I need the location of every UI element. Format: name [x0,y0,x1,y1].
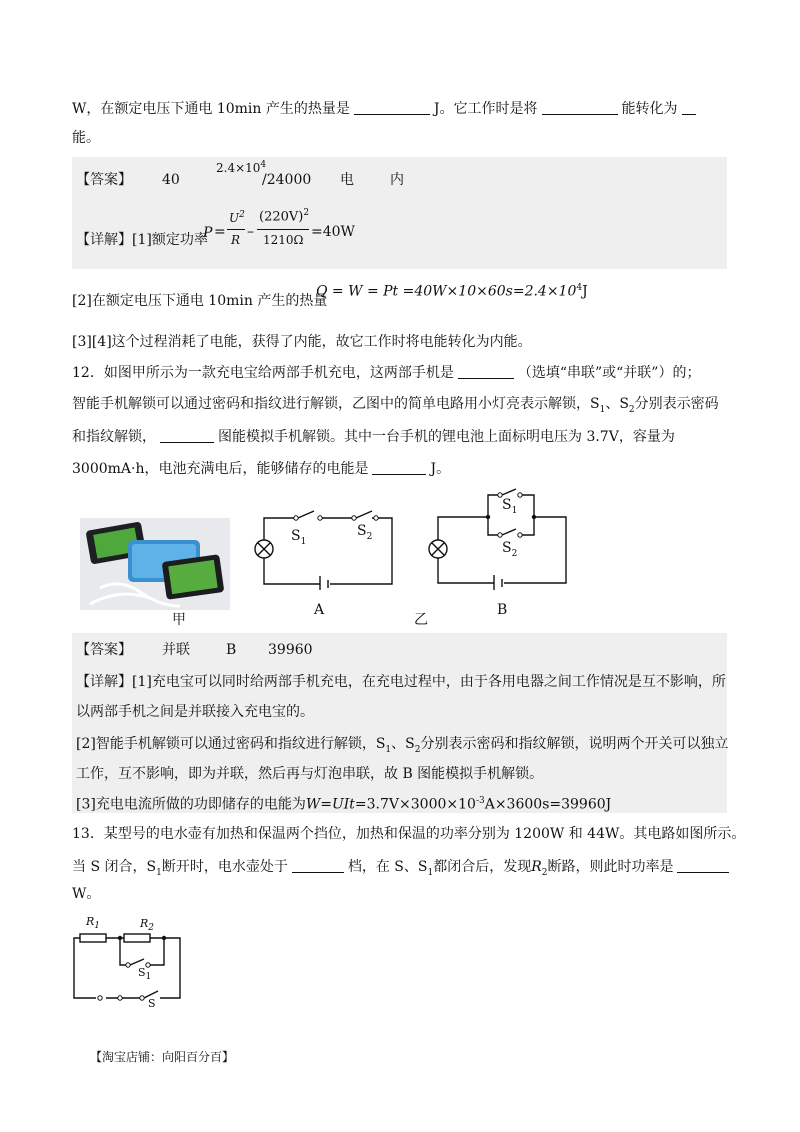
q13-circuit [68,925,194,1007]
answer-blank[interactable] [542,100,618,115]
answer-value: 40 [162,172,180,188]
figure-label-yi: 乙 [414,612,428,628]
q11-detail3: [3][4]这个过程消耗了电能，获得了内能，故它工作时将电能转化为内能。 [72,334,532,350]
q13-s-label: S [148,997,156,1010]
q12-answer-box [72,633,727,813]
q13-line3: W。 [72,886,101,902]
q11-line2: 能。 [72,130,100,146]
answer-value: /24000 [262,172,312,188]
power-bank-photo [80,518,230,610]
q12-detail3: [3]充电电流所做的功即储存的电能为$W=UIt=3.7V\times 3000\times 10^{-3}A\times 3600s=39960J$ [76,796,612,813]
q13-line1: 13．某型号的电水壶有加热和保温两个挡位，加热和保温的功率分别为 1200W 和 44W。其电路如图所示。 [72,826,746,842]
answer-value: 内 [390,172,404,188]
circuit-a-label: A [314,602,325,618]
answer-blank[interactable] [372,460,426,475]
q11-answer: 【答案】 [76,172,132,188]
q11-detail-label: 【详解】[1]额定功率 [76,232,208,248]
q12-detail1b: 以两部手机之间是并联接入充电宝的。 [76,704,314,720]
answer-value: $2.4\times 10^4$ [216,160,267,175]
answer-blank[interactable] [458,364,514,379]
q12-line2: 智能手机解锁可以通过密码和指纹进行解锁，乙图中的简单电路用小灯亮表示解锁，$S_1$、$S_2$分别表示密码 [72,396,719,415]
q13-line2: 当 S 闭合，$S_1$断开时，电水壶处于 档，在 S、$S_1$都闭合后，发现$R_2$断路，则此时功率是 [72,858,733,879]
circuit-a-s1-label: $S_1$ [291,528,307,547]
q12-line3: 和指纹解锁， 图能模拟手机解锁。其中一台手机的锂电池上面标明电压为 3.7V，容量为 [72,429,675,445]
answer-value: 电 [340,172,354,188]
circuit-b [420,485,580,590]
circuit-b-s2-label: $S_2$ [502,540,518,559]
circuit-a [250,500,410,590]
q13-s1-label: $S_1$ [138,966,152,983]
answer-blank[interactable] [292,858,344,873]
q13-r1-label: $R_1$ [86,915,101,932]
answer-blank[interactable] [682,100,696,115]
answer-blank[interactable] [160,428,214,443]
answer-value: 39960 [268,642,313,658]
q12-detail2a: [2]智能手机解锁可以通过密码和指纹进行解锁，$S_1$、$S_2$分别表示密码和指纹解锁，说明两个开关可以独立 [76,736,729,755]
answer-blank[interactable] [354,100,430,115]
answer-value: 并联 [162,642,190,658]
circuit-b-s1-label: $S_1$ [502,497,518,516]
q11-detail2-formula: $Q = W = Pt =40W\times 10\times 60s=2.4\times 10^4J$ [316,283,588,300]
figure-label-jia: 甲 [172,612,186,628]
answer-blank[interactable] [677,858,729,873]
q12-line1: 12．如图甲所示为一款充电宝给两部手机充电，这两部手机是 （选填“串联”或“并联”）的； [72,365,701,381]
q11-formula: P = $U^2$ R – $(220V)^2$ 1210Ω =40W [203,208,355,247]
q12-answer: 【答案】 [76,642,132,658]
q13-r2-label: $R_2$ [140,917,155,934]
footer-shop-label: 【淘宝店铺：向阳百分百】 [90,1050,235,1064]
q12-line4: 3000mA·h，电池充满电后，能够储存的电能是 J。 [72,461,451,477]
q11-line1: W，在额定电压下通电 10min 产生的热量是 J。它工作时是将 能转化为 [72,100,700,118]
circuit-a-s2-label: $S_2$ [357,523,373,542]
circuit-b-label: B [497,602,508,618]
answer-value: B [226,642,237,658]
q11-detail2: [2]在额定电压下通电 10min 产生的热量 [72,293,328,309]
q12-detail2b: 工作，互不影响，即为并联，然后再与灯泡串联，故 B 图能模拟手机解锁。 [76,766,544,782]
q12-detail1a: 【详解】[1]充电宝可以同时给两部手机充电，在充电过程中，由于各用电器之间工作情况是互不影响，所 [76,674,726,690]
